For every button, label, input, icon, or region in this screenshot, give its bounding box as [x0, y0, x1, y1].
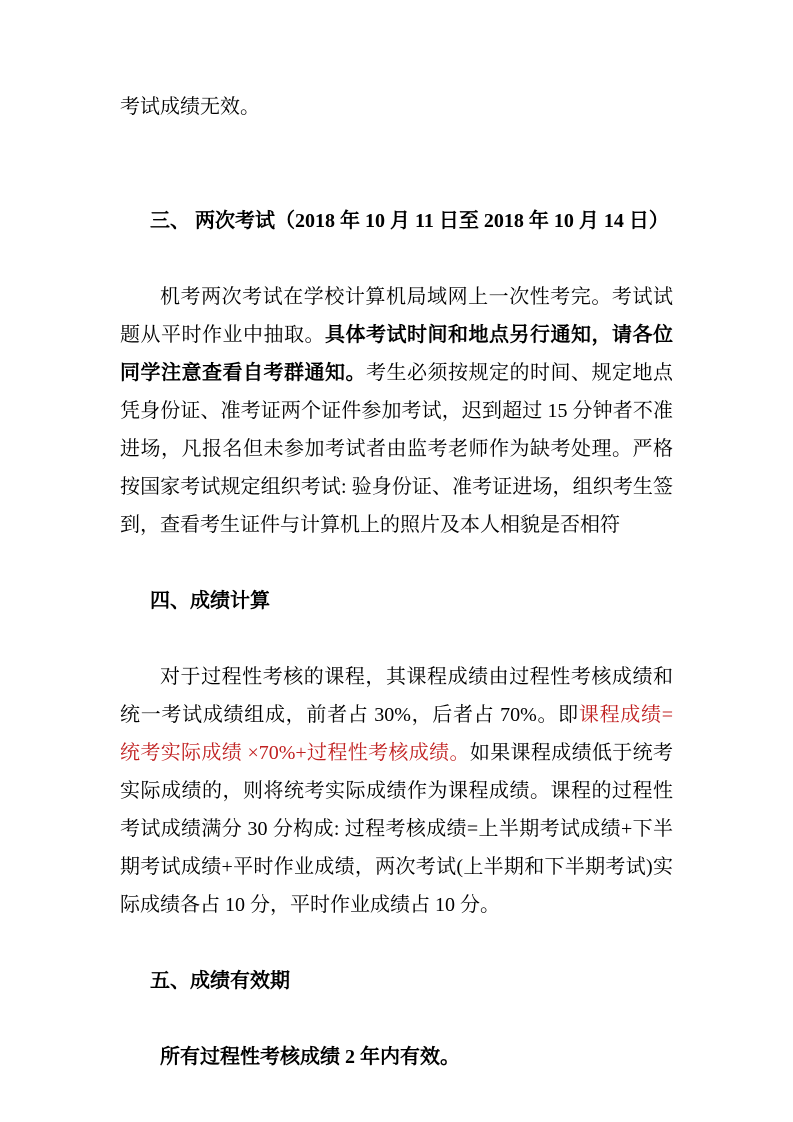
- section5-body-paragraph: [120, 1038, 673, 1076]
- document-content: [120, 88, 673, 1076]
- section5-heading: [120, 924, 673, 1038]
- section3-heading-text: 三、 两次考试（2018 年 10 月 11 日至 2018 年 10 月 14 日）: [150, 210, 669, 232]
- section4-body-run1: 对于过程性考核的课程，其课程成绩由过程性考核成绩和统一考试成绩组成，前者占 30%，后者占 70%。即: [120, 666, 673, 726]
- section4-body-paragraph: [120, 658, 673, 924]
- section4-heading-text: 四、成绩计算: [150, 590, 270, 612]
- section4-body-run2-red: 课程成绩=统考实际成绩 ×70%+过程性考核成绩。: [120, 704, 673, 764]
- section5-body-text: 所有过程性考核成绩 2 年内有效。: [160, 1046, 460, 1068]
- section3-body-paragraph: [120, 278, 673, 544]
- section3-body-run3: 考生必须按规定的时间、规定地点凭身份证、准考证两个证件参加考试，迟到超过 15 分钟者不准进场，凡报名但未参加考试者由监考老师作为缺考处理。严格按国家考试规定组织考试: 验身份证、准考证进场，组织考生签到，查看考生证件与计算机上的照片及本人相貌是否相符: [120, 362, 673, 536]
- section5-heading-text: 五、成绩有效期: [150, 970, 290, 992]
- continuation-paragraph: [120, 88, 673, 126]
- section4-body-run3: 如果课程成绩低于统考实际成绩的，则将统考实际成绩作为课程成绩。课程的过程性考试成绩满分 30 分构成: 过程考核成绩=上半期考试成绩+下半期考试成绩+平时作业成绩，两次考试(上半期和下半期考试)实际成绩各占 10 分，平时作业成绩占 10 分。: [120, 742, 674, 916]
- section3-heading: [120, 164, 673, 278]
- section4-heading: [120, 544, 673, 658]
- section3-body-run2-bold: 具体考试时间和地点另行通知，请各位同学注意查看自考群通知。: [120, 324, 673, 384]
- section3-body-run1: 机考两次考试在学校计算机局域网上一次性考完。考试试题从平时作业中抽取。: [120, 286, 673, 346]
- continuation-text: 考试成绩无效。: [120, 96, 260, 118]
